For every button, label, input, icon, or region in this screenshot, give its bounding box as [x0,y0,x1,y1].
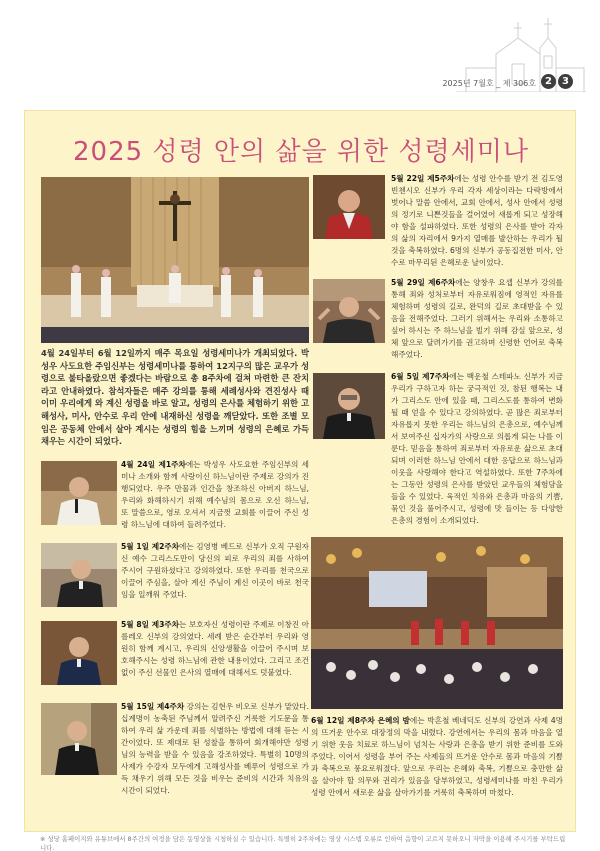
week4-photo [41,703,117,775]
week3-text [121,619,309,679]
week3-photo [41,621,117,685]
week3-heading: 5월 8일 제3주차 [121,620,180,629]
intro-paragraph [41,347,309,448]
week6-heading: 5월 29일 제6주차 [391,278,456,287]
week2-heading: 5월 1일 제2주차 [121,542,180,551]
week5-heading: 5월 22일 제5주차 [391,174,455,183]
week4-text [121,701,309,797]
page-number-left: 2 [541,74,556,89]
week6-body: 에는 양창우 요셉 신부가 강의를 통해 죄와 성처로부터 자유로워짐에 영적인 자유를 체험하며 성령의 길로, 완덕의 길로 초대받을 수 있음을 전해주었다. 그러기 위해서는 우리와 소통하고 싶어 하시는 주 하느님을 빌기 위해 감실 앞으로, 성체 앞으로 달려가기를 권고하며 신령한 언어로 축복해주었다. [391,278,563,359]
week7-heading: 6월 5일 제7주차 [391,372,450,381]
week7-photo [313,373,385,439]
week2-photo [41,543,117,607]
week2-body: 에는 김영병 베드로 신부가 오직 구원자신 예수 그리스도만이 당신의 피로 우리의 죄를 사하여 주시어 구원하셨다고 강의하였다. 또한 우리를 천국으로 이끌어 주심을, 살아 계신 주님이 계신 이곳이 바로 천국임을 일깨워 주었다. [121,542,309,599]
altar-photo-image [41,177,309,343]
week6-photo [313,279,385,343]
week1-heading: 4월 24일 제1주차 [121,460,186,469]
footnote: ※ 성당 홈페이지와 유튜브에서 8주간의 여정을 담은 동영상을 시청하실 수 있습니다. 특별히 2주차에는 영상 시스템 오류로 인하여 음향이 고르지 못하오니 자막을 이용해 주시기를 부탁드립니다. [40,835,566,851]
altar-photo [41,177,309,343]
week4-body: 강의는 김현우 비오로 신부가 맡았다. 십계명이 농축된 주님께서 알려주신 거룩한 기도문을 통하여 우리 삶 가운데 죄를 식별하는 방법에 대해 듣는 시간이었다. 또 제대로 된 성찰을 통하여 회개해야만 성령님의 능력을 받을 수 있음을 강조하였다. 특별히 10명의 사제가 수강자 모두에게 고해성사를 베푸어 성령으로 가득 채우기 위해 모든 것을 비우는 준비의 시간과 치유의 시간이 되었다. [121,702,310,795]
week1-photo [41,461,117,525]
week2-text [121,541,309,601]
page-header [0,0,600,100]
article-title: 2025 성령 안의 삶을 위한 성령세미나 [73,137,529,167]
page-number-right: 3 [558,74,573,89]
week6-text [391,277,563,361]
issue-label: 2025년 7월호 _ 제 306호 [442,79,536,88]
week5-text [391,173,563,269]
week1-body: 에는 박성우 사도요한 주임신부의 세미나 소개와 함께 사랑이신 하느님이란 주제로 강의가 진행되었다. 우주 만물과 인간을 창조하신 아버지 하느님, 우리와 화해하시기 위해 예수님의 몸으로 오신 하느님, 또 말씀으로, 영로 오셔서 지금껏 교회를 이끌어 주신 성령 하느님에 대하여 들려주었다. [121,460,309,529]
week8-body: 에는 박흔철 베네딕도 신부의 강연과 사제 4명의 뜨거운 안수로 대장정의 막을 내렸다. 강연에서는 우리의 몸과 마음을 열기 위한 웃음 치료로 하느님이 넘치는 사랑과 은총을 받기 위한 준비를 도와주었다. 이어서 성령을 부어 주는 사제들의 뜨거운 안수로 몸과 마음의 기쁨과 축복으로 풍요로워졌다. 앞으로 우리는 은혜와 축복, 기쁨으로 충만한 삶을 살아야 할 의무와 권리가 있음을 당부하였고, 성령세미나를 마친 우리가 성령 안에서 새로운 삶을 살아가기를 거룩히 축복하며 마쳤다. [311,716,564,797]
week3-body: 는 보호자신 성령이란 주제로 이창진 아를레오 신부의 강의였다. 세례 받은 순간부터 우리와 영원히 함께 계시고, 우리의 신앙생활을 이끌어 주시며 보호해주시는 성령 하느님에 관한 내용이었다. 그리고 조건 없이 주신 선물인 은사의 열매에 대해서도 덧붙였다. [121,620,309,677]
article-panel [24,110,576,832]
week7-body: 에는 백운철 스테파노 신부가 지금 우리가 구하고자 하는 궁극적인 것, 참된 행복는 내가 그리스도 안에 있을 때, 그리스도를 통하여 변화될 때 얻을 수 있다고 강의하였다. 곧 많은 죄로부터 자유롭지 못한 우리는 하느님의 은총으로, 예수님께서 보여주신 십자가의 사랑으로 의롭게 되는 나를 이룬다. 믿음을 통하여 죄로부터 자유로운 삶으로 초대되며 이러한 하느님 안에서 대한 응답으로 하느님과 이웃을 사랑해야 한다고 역설하였다. 또한 7주차에는 그동안 성령의 은사를 받았던 교우들의 체험담을 들을 수 있었다. 육적인 치유와 은총과 마음의 기쁨, 묶인 것을 풀어주시고, 성령에 맛 들이는 등 다양한 은총의 경험이 소개되었다. [391,372,563,525]
intro-text: 4월 24일부터 6월 12일까지 매주 목요일 성령세미나가 개최되었다. 박성우 사도요한 주임신부는 성령세미나를 통하여 12지구의 많은 교우가 성령으로 불타올랐으면 좋겠다는 바람으로 총 8주차에 걸쳐 마련한 큰 잔치라고 안내하였다. 참석자들은 매주 강의를 통해 세례성사와 견진성사 때 이미 우리에게 와 계신 성령을 바로 알고, 성령의 은사를 체험하기 위한 고해성사, 미사, 안수로 우리 안에 내재하신 성령을 깨닫았다. 또한 조별 모임은 공동체 안에서 살아 계시는 성령의 힘을 느끼며 성령의 은혜로 가득 채우는 시간이 되었다. [41,348,309,447]
week4-heading: 5월 15일 제4주차 [121,702,185,711]
week8-heading: 6월 12일 제8주차 은혜의 밤 [311,716,410,725]
week7-text [391,371,563,527]
week8-photo [311,537,563,709]
week1-text [121,459,309,531]
week5-photo [313,175,385,239]
week8-text [311,715,563,799]
week5-body: 에는 성령 안수를 받기 전 김도영 빈첸시오 신부가 우리 각자 세상이라는 다락방에서 벗어나 말씀 안에서, 교회 안에서, 성사 안에서 성령의 정기로 니쁜것들을 걸어였어 새롭게 되고 성장해야 함을 설파하였다. 또한 성령의 은사를 받아 각자의 삶의 자리에서 9가지 열매를 발산하는 우리가 될 것을 축복하였다. 6명의 신부가 공동집전한 미사, 안수로 마무리된 은혜로운 날이었다. [391,174,563,267]
